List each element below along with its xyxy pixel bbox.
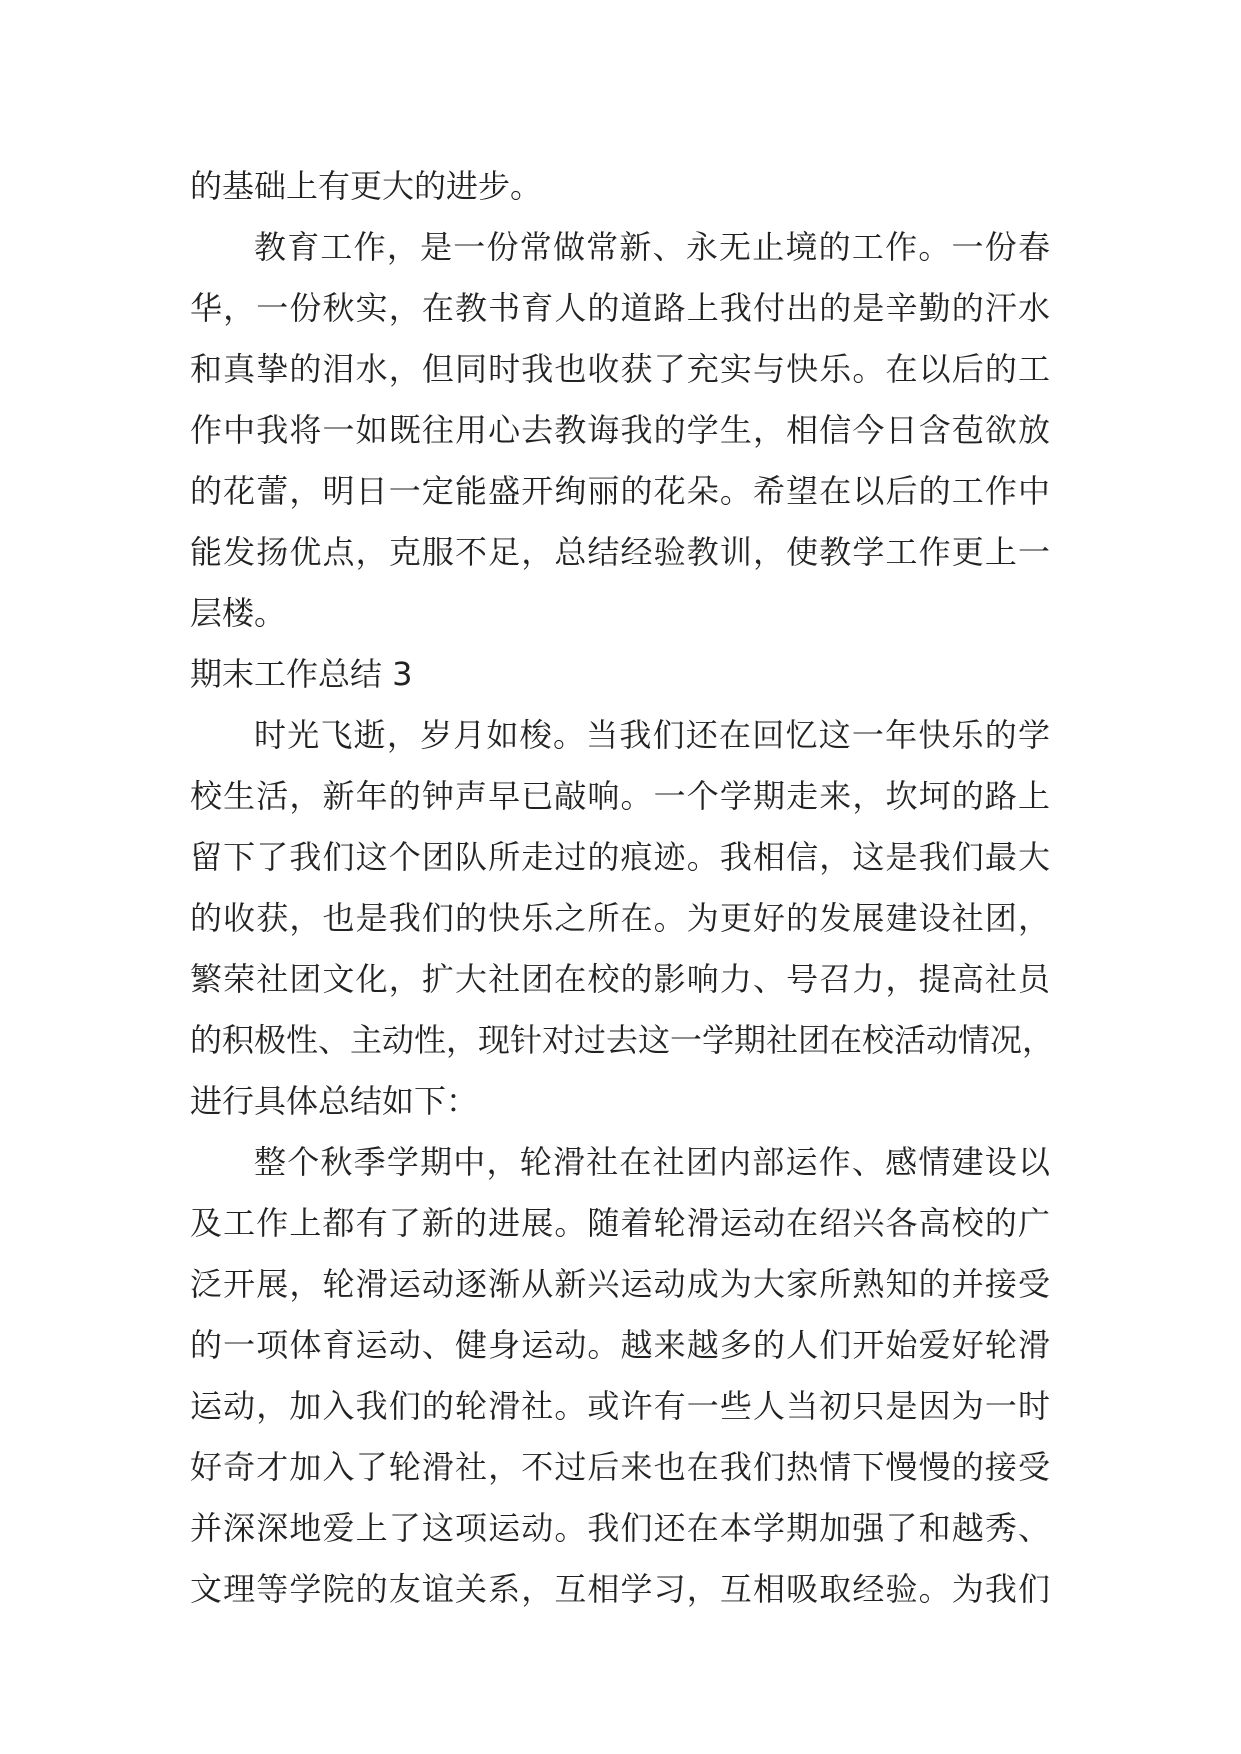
text-line: 并深深地爱上了这项运动。我们还在本学期加强了和越秀、 [190,1509,1050,1547]
text-line: 的积极性、主动性，现针对过去这一学期社团在校活动情况， [190,1021,1055,1059]
text-line: 的基础上有更大的进步。 [190,167,543,205]
text-line: 文理等学院的友谊关系，互相学习，互相吸取经验。为我们 [190,1570,1050,1608]
paragraph-roller-skating [190,1132,1050,1620]
text-line: 整个秋季学期中，轮滑社在社团内部运作、感情建设以 [254,1143,1050,1181]
text-line: 和真挚的泪水，但同时我也收获了充实与快乐。在以后的工 [190,350,1050,388]
paragraph-education-work [190,217,1050,644]
document-body [190,156,1055,1620]
text-line: 能发扬优点，克服不足，总结经验教训，使教学工作更上一 [190,533,1050,571]
text-line: 好奇才加入了轮滑社，不过后来也在我们热情下慢慢的接受 [190,1448,1050,1486]
text-line: 进行具体总结如下： [190,1082,479,1120]
text-line: 的收获，也是我们的快乐之所在。为更好的发展建设社团， [190,899,1050,937]
text-line: 校生活，新年的钟声早已敲响。一个学期走来，坎坷的路上 [190,777,1050,815]
paragraph-intro [190,705,1055,1132]
paragraph-continuation [190,156,1050,217]
text-line: 时光飞逝，岁月如梭。当我们还在回忆这一年快乐的学 [254,716,1050,754]
text-line: 华，一份秋实，在教书育人的道路上我付出的是辛勤的汗水 [190,289,1050,327]
section-heading [190,644,1050,705]
text-line: 教育工作，是一份常做常新、永无止境的工作。一份春 [254,228,1050,266]
text-line: 及工作上都有了新的进展。随着轮滑运动在绍兴各高校的广 [190,1204,1050,1242]
text-line: 泛开展，轮滑运动逐渐从新兴运动成为大家所熟知的并接受 [190,1265,1050,1303]
text-line: 的一项体育运动、健身运动。越来越多的人们开始爱好轮滑 [190,1326,1050,1364]
text-line: 留下了我们这个团队所走过的痕迹。我相信，这是我们最大 [190,838,1050,876]
text-line: 作中我将一如既往用心去教诲我的学生，相信今日含苞欲放 [190,411,1050,449]
text-line: 层楼。 [190,594,287,632]
text-line: 的花蕾，明日一定能盛开绚丽的花朵。希望在以后的工作中 [190,472,1050,510]
heading-text: 期末工作总结 3 [190,655,413,693]
text-line: 繁荣社团文化，扩大社团在校的影响力、号召力，提高社员 [190,960,1050,998]
text-line: 运动，加入我们的轮滑社。或许有一些人当初只是因为一时 [190,1387,1050,1425]
